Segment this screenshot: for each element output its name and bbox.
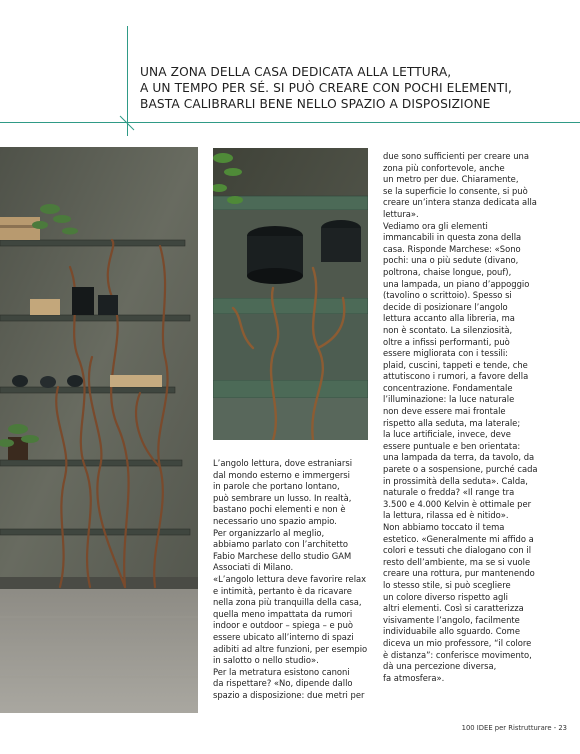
text-line: lettura accanto alla libreria, ma [383,313,515,324]
text-line: estetico. «Generalmente mi affido a [383,533,534,544]
text-line: un metro per due. Chiaramente, [383,174,519,185]
text-line: lo stesso stile, si può scegliere [383,579,511,590]
text-line: attutiscono i rumori, a favore della [383,371,529,382]
text-line: da rispettare? «No, dipende dallo [213,678,353,689]
text-line: abbiamo parlato con l’architetto [213,539,349,550]
text-line: può sembrare un lusso. In realtà, [213,492,352,503]
text-line: essere puntuale e ben orientata: [383,440,521,451]
text-line: se la superficie lo consente, si può [383,185,528,196]
bookcase-photo [0,147,198,713]
headline-line: UNA ZONA DELLA CASA DEDICATA ALLA LETTURA, [140,65,452,79]
text-line: una lampada, un piano d’appoggio [383,278,530,289]
text-line: adibiti ad altre funzioni, per esempio [213,643,368,654]
headline-line: A UN TEMPO PER SÉ. SI PUÒ CREARE CON POCHI ELEMENTI, [140,81,512,95]
text-line: rispetto alla seduta, ma laterale; [383,417,521,428]
text-line: «L’angolo lettura deve favorire relax [213,573,367,584]
horizontal-accent-line [0,122,580,123]
text-line: la lettura, rilassa ed è nitido». [383,510,509,521]
body-column-left [213,458,373,701]
text-line: creare un’intera stanza dedicata alla [383,197,537,208]
text-line: creare una rottura, pur mantenendo [383,568,535,579]
text-line: L’angolo lettura, dove estraniarsi [213,458,353,468]
text-line: Associati di Milano. [213,562,294,573]
text-line: non deve essere mai frontale [383,406,506,417]
text-line: visivamente l’angolo, facilmente [383,614,520,625]
text-line: individuabile allo sguardo. Come [383,626,520,637]
text-line: concentrazione. Fondamentale [383,382,513,393]
headline-line: BASTA CALIBRARLI BENE NELLO SPAZIO A DISPOSIZIONE [140,97,491,111]
text-line: in parole che portano lontano, [213,481,340,492]
shelf-detail-photo [213,148,368,440]
body-column-right [383,151,573,684]
text-line: parete o a sospensione, purché cada [383,464,538,475]
text-line: quella meno impattata da rumori [213,608,353,619]
text-line: pochi: una o più sedute (divano, [383,255,519,266]
text-line: Per organizzarlo al meglio, [213,527,325,538]
text-line: è distanza”: conferisce movimento, [383,649,532,660]
text-line: fa atmosfera». [383,672,445,683]
text-line: altri elementi. Così si caratterizza [383,603,524,614]
text-line: nella zona più tranquilla della casa, [213,597,362,608]
text-line: casa. Risponde Marchese: «Sono [383,243,521,254]
headline [140,64,570,112]
text-line: dà una percezione diversa, [383,661,497,672]
text-line: bastano pochi elementi e non è [213,504,346,515]
text-line: diceva un mio professore, “il colore [383,637,532,648]
text-line: una lampada da terra, da tavolo, da [383,452,535,463]
text-line: Per la metratura esistono canoni [213,666,350,677]
text-line: naturale o fredda? «Il range tra [383,487,515,498]
text-line: dal mondo esterno e immergersi [213,469,350,480]
corner-tick-mark [118,114,136,132]
text-line: in prossimità della seduta». Calda, [383,475,528,486]
text-line: Non abbiamo toccato il tema [383,522,505,532]
text-line: in salotto o nello studio». [213,655,319,666]
text-line: zona più confortevole, anche [383,162,505,173]
page-folio: 100 IDEE per Ristrutturare - 23 [461,724,567,732]
text-line: immancabili in questa zona della [383,232,522,243]
text-line: poltrona, chaise longue, pouf), [383,266,512,277]
text-line: necessario uno spazio ampio. [213,515,337,526]
text-line: lettura». [383,208,419,219]
text-line: e intimità, pertanto è da ricavare [213,585,352,596]
text-line: resto dell’ambiente, ma se si vuole [383,556,531,567]
text-line: plaid, cuscini, tappeti e tende, che [383,359,528,370]
text-line: essere migliorata con i tessili: [383,348,508,359]
text-line: colori e tessuti che dialogano con il [383,545,532,556]
text-line: (tavolino o scrittoio). Spesso si [383,290,512,301]
text-line: non è scontato. La silenziosità, [383,324,513,335]
text-line: un colore diverso rispetto agli [383,591,508,602]
text-line: la luce artificiale, invece, deve [383,429,511,440]
text-line: decide di posizionare l’angolo [383,301,508,312]
text-line: 3.500 e 4.000 Kelvin è ottimale per [383,498,532,509]
text-line: due sono sufficienti per creare una [383,151,529,161]
text-line: oltre a infissi performanti, può [383,336,510,347]
text-line: indoor e outdoor – spiega – e può [213,620,354,631]
text-line: essere ubicato all’interno di spazi [213,631,354,642]
text-line: l’illuminazione: la luce naturale [383,394,515,405]
text-line: Vediamo ora gli elementi [383,220,488,231]
text-line: spazio a disposizione: due metri per [213,689,365,700]
text-line: Fabio Marchese dello studio GAM [213,550,352,561]
